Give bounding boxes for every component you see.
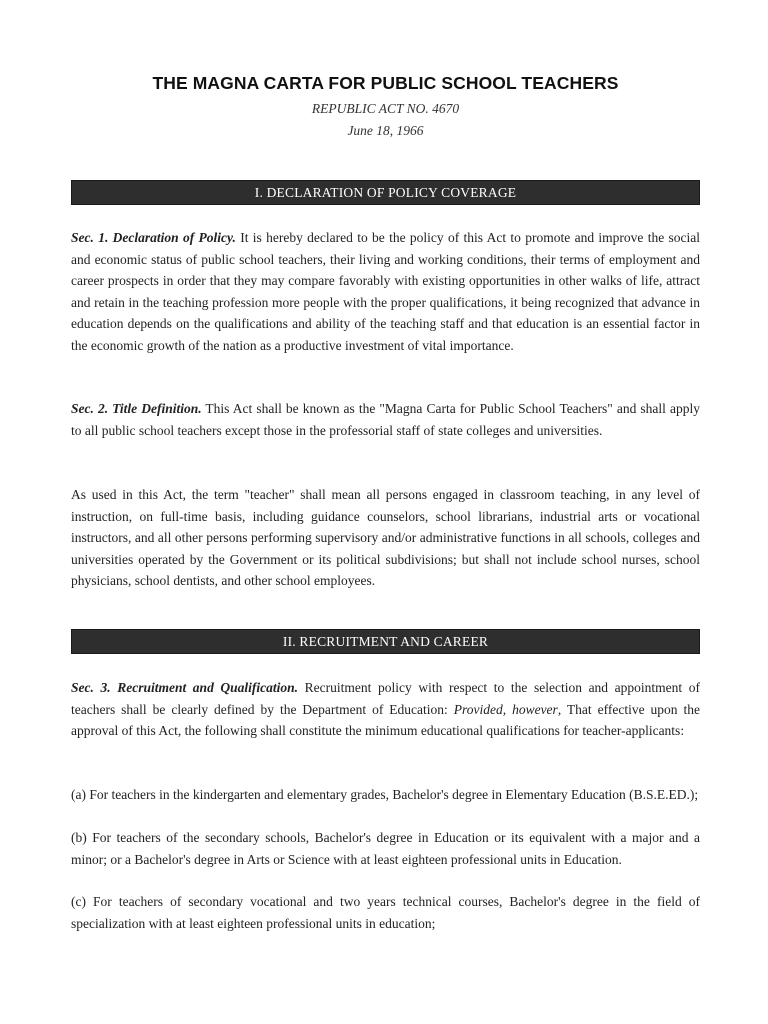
sec1-body: It is hereby declared to be the policy of this Act to promote and improve the social and economic status of public school teachers, their living and working conditions, their terms of employment and career prospects in order that they may compare favorably with existing opportunities in other walks of life, attract and retain in the teaching profession more people with the proper qualifications, it being recognized that advance in education depends on the qualifications and ability of the teaching staff and that education is an essential factor in the economic growth of the nation as a productive investment of vital importance.: [71, 230, 701, 353]
section-heading-declaration: I. DECLARATION OF POLICY COVERAGE: [71, 180, 700, 205]
paragraph-sec1: [71, 227, 700, 356]
sec1-heading: Sec. 1. Declaration of Policy.: [71, 230, 236, 245]
sec2-heading: Sec. 2. Title Definition.: [71, 401, 202, 416]
paragraph-sec2-continued: As used in this Act, the term "teacher" shall mean all persons engaged in classroom teaching, in any level of instruction, on full-time basis, including guidance counselors, school librarians, industrial arts or vocational instructors, and all other persons performing supervisory and/or administrative functions in all schools, colleges and universities operated by the Government or its political subdivisions; but shall not include school nurses, school physicians, school dentists, and other school employees.: [71, 487, 700, 588]
sec3-proviso: Provided, however: [453, 701, 558, 717]
paragraph-sec3: [71, 677, 700, 742]
sec3-body-end: , That effective upon the approval of this Act, the following shall constitute the minimum educational qualifications for teacher-applicants:: [71, 701, 700, 738]
sec3-heading: Sec. 3. Recruitment and Qualification.: [71, 680, 299, 695]
section-heading-recruitment: II. RECRUITMENT AND CAREER: [71, 629, 700, 654]
qualification-item-b: (b) For teachers of the secondary schools, Bachelor's degree in Education or its equivalent with a major and a minor; or a Bachelor's degree in Arts or Science with at least eighteen professional units in Education.: [71, 830, 700, 867]
act-number: REPUBLIC ACT NO. 4670: [311, 101, 460, 116]
sec2-body: This Act shall be known as the "Magna Carta for Public School Teachers" and shall apply to all public school teachers except those in the professorial staff of state colleges and universities.: [71, 401, 700, 438]
qualification-item-c: (c) For teachers of secondary vocational and two years technical courses, Bachelor's degree in the field of specialization with at least eighteen professional units in education;: [71, 894, 700, 931]
paragraph-sec2: [71, 398, 700, 441]
document-title: THE MAGNA CARTA FOR PUBLIC SCHOOL TEACHERS: [152, 73, 619, 93]
qualification-item-a: (a) For teachers in the kindergarten and elementary grades, Bachelor's degree in Elementary Education (B.S.E.ED.);: [71, 787, 699, 802]
sec3-body-start: Recruitment policy with respect to the selection and appointment of teachers shall be clearly defined by the Department of Education:: [71, 680, 700, 717]
act-date: June 18, 1966: [347, 123, 424, 138]
